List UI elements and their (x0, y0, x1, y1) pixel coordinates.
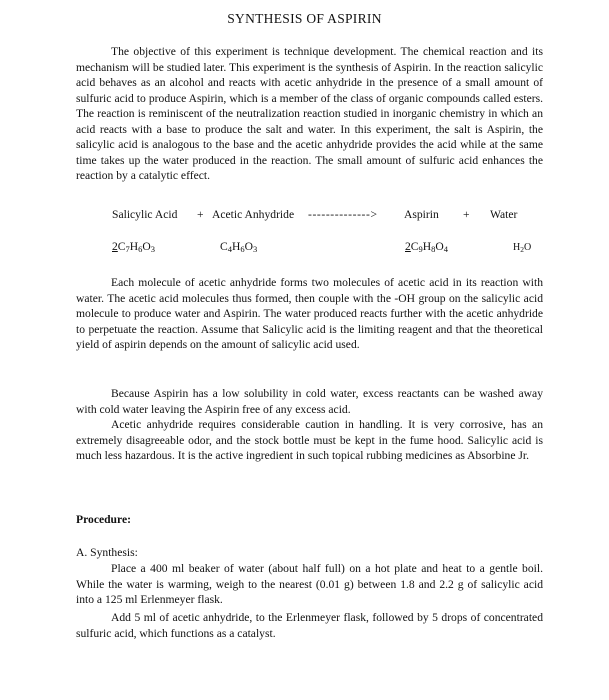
formula-aspirin: $2C_9H_8O_4$ (405, 240, 449, 254)
plus-sign: + (463, 208, 470, 221)
reactant-salicylic-acid: Salicylic Acid (112, 208, 178, 221)
procedure-heading: Procedure: (76, 513, 131, 526)
plus-sign: + (197, 208, 204, 221)
solubility-paragraph: Because Aspirin has a low solubility in cold water, excess reactants can be washed away with cold water leaving the Aspirin free of any excess acid. (76, 387, 543, 416)
page-title: SYNTHESIS OF ASPIRIN (227, 11, 382, 26)
product-water: Water (490, 208, 518, 221)
step-2-paragraph: Add 5 ml of acetic anhydride, to the Erlenmeyer flask, followed by 5 drops of concentrated sulfuric acid, which functions as a catalyst. (76, 611, 543, 640)
section-a-heading: A. Synthesis: (76, 546, 138, 559)
reactant-acetic-anhydride: Acetic Anhydride (212, 208, 295, 221)
step-1-paragraph: Place a 400 ml beaker of water (about half full) on a hot plate and heat to a gentle boil. While the water is warming, weigh to the nearest (0.01 g) between 1.8 and 2.2 g of salicylic acid into a 125 ml Erlenmeyer flask. (76, 562, 543, 606)
formula-acetic-anhydride: $C_4H_6O_3$ (220, 240, 258, 254)
formula-water: $H_2O$ (513, 242, 532, 254)
product-aspirin: Aspirin (404, 208, 439, 221)
intro-paragraph: The objective of this experiment is technique development. The chemical reaction and its mechanism will be studied later. This experiment is the synthesis of Aspirin. In the reaction salicylic acid behaves as an alcohol and reacts with acetic anhydride in the presence of a small amount of sulfuric acid to produce Aspirin, which is a member of the class of organic compounds called esters. The reaction is reminiscent of the neutralization reaction studied in inorganic chemistry in which an acid reacts with a base to produce the salt and water. In this experiment, the salt is Aspirin, the salicylic acid is analogous to the base and the acetic anhydride provides the acid while at the same time takes up the water produced in the reaction. The small amount of sulfuric acid enhances the reaction by a catalytic effect. (76, 45, 543, 182)
formula-salicylic-acid: $2C_7H_6O_3$ (112, 240, 156, 254)
acetic-acid-paragraph: Each molecule of acetic anhydride forms two molecules of acetic acid in its reaction with water. The acetic acid molecules thus formed, then couple with the -OH group on the salicylic acid molecule to produce water and Aspirin. The water produced reacts further with the acetic anhydride to perpetuate the reaction. Assume that Salicylic acid is the limiting reagent and that the theoretical yield of aspirin depends on the amount of salicylic acid used. (76, 276, 543, 351)
safety-paragraph: Acetic anhydride requires considerable caution in handling. It is very corrosive, has an extremely disagreeable odor, and the stock bottle must be kept in the fume hood. Salicylic acid is much less hazardous. It is the active ingredient in such topical rubbing medicines as Absorbine Jr. (76, 418, 543, 462)
reaction-arrow: --------------> (308, 208, 378, 221)
